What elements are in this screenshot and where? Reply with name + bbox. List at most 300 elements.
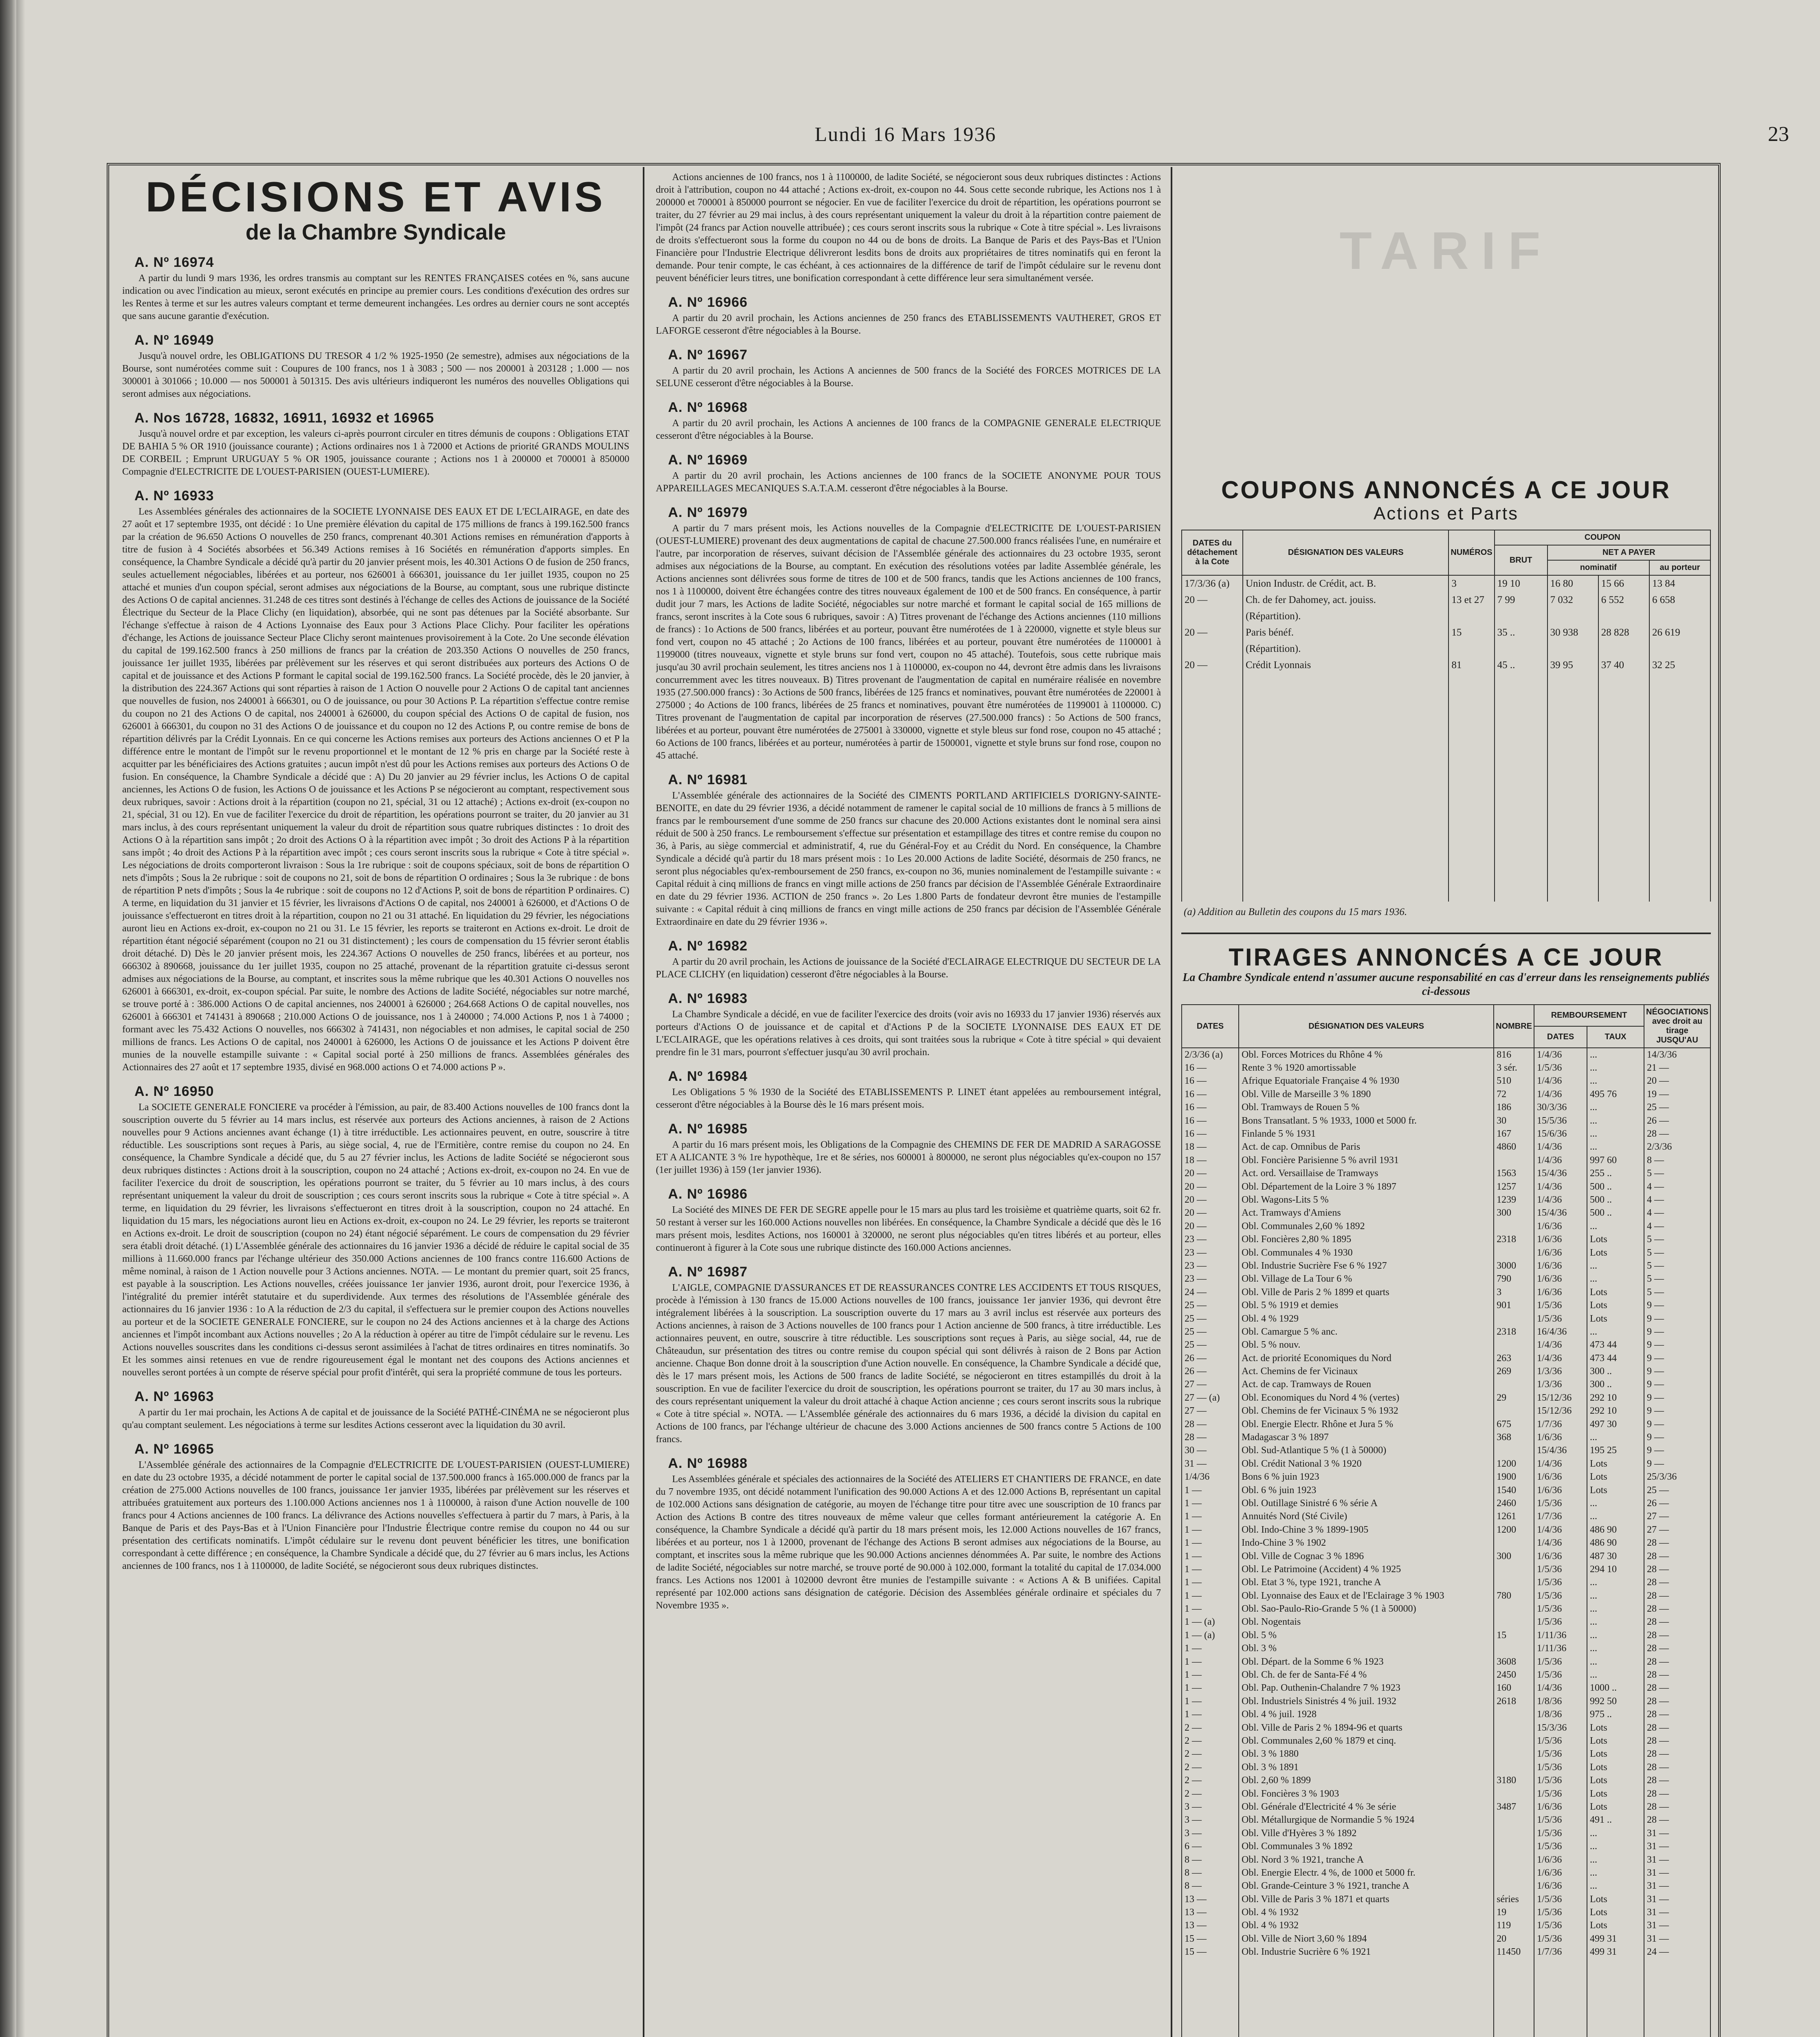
avis-item <box>656 991 1161 1059</box>
tirage-cell: 1/6/36 <box>1534 1273 1587 1286</box>
tirage-row <box>1182 1563 1710 1576</box>
section-divider <box>1181 933 1711 934</box>
tirage-cell: 975 .. <box>1587 1708 1644 1721</box>
avis-number: A. Nº 16966 <box>668 295 748 310</box>
tirage-cell: Act. de priorité Economiques du Nord <box>1239 1352 1494 1365</box>
coupon-row <box>1182 625 1710 641</box>
tirage-cell: 20 — <box>1182 1193 1239 1206</box>
avis-text: Les Obligations 5 % 1930 de la Société des ETABLISSEMENTS P. LINET étant appelées au remboursement intégral, cesseront d'être négociables à la Bourse dès le 16 mars présent mois. <box>656 1087 1161 1110</box>
tirage-row <box>1182 1536 1710 1549</box>
avis-text: A partir du 20 avril prochain, les Actions A anciennes de 100 francs de la COMPAGNIE GENERALE ELECTRIQUE cesseront d'être négociables à la Bourse. <box>656 418 1161 441</box>
tirage-cell: 23 — <box>1182 1273 1239 1286</box>
tirage-cell: 8 — <box>1182 1880 1239 1893</box>
tirage-cell: 1 — (a) <box>1182 1616 1239 1629</box>
tirage-cell <box>1494 1866 1534 1879</box>
tirage-row <box>1182 1853 1710 1866</box>
tirage-cell: Lots <box>1587 1748 1644 1761</box>
coupon-cell-des: (Répartition). <box>1243 641 1449 657</box>
tirage-cell: 300 <box>1494 1550 1534 1563</box>
tirage-cell: 1/4/36 <box>1534 1180 1587 1193</box>
tirage-cell: 1 — <box>1182 1682 1239 1695</box>
avis-item <box>656 452 1161 495</box>
tirage-row <box>1182 1814 1710 1827</box>
tirage-cell <box>1494 1761 1534 1774</box>
tirage-cell: 2318 <box>1494 1325 1534 1338</box>
tirage-cell: Obl. Ville de Marseille 3 % 1890 <box>1239 1088 1494 1101</box>
tirage-row <box>1182 1484 1710 1497</box>
avis-number: A. Nº 16965 <box>134 1441 214 1457</box>
tirage-cell: 1/5/36 <box>1534 1563 1587 1576</box>
tirage-cell: 1/4/36 <box>1534 1339 1587 1352</box>
tirage-row <box>1182 1299 1710 1312</box>
coupon-cell-des: Ch. de fer Dahomey, act. jouiss. <box>1243 592 1449 608</box>
avis-text: A partir du 20 avril prochain, les Actions de jouissance de la Société d'ECLAIRAGE ELECTRIQUE DU SECTEUR DE LA PLACE CLICHY (en liquidation) cesseront d'être négociables à la Bourse. <box>656 957 1161 980</box>
coupon-cell-date <box>1182 641 1243 657</box>
tirage-cell: 3487 <box>1494 1800 1534 1813</box>
coupon-cell-port <box>1649 641 1710 657</box>
coupon-cell-des: Union Industr. de Crédit, act. B. <box>1243 575 1449 592</box>
tirage-cell <box>1494 1154 1534 1167</box>
coupon-cell-nom2 <box>1598 641 1649 657</box>
coupons-title: COUPONS ANNONCÉS A CE JOUR <box>1221 476 1671 504</box>
scan-gutter <box>0 0 16 2037</box>
coupon-cell-port: 6 658 <box>1649 592 1710 608</box>
tirage-cell: 27 — <box>1182 1405 1239 1418</box>
coupon-row <box>1182 641 1710 657</box>
coupons-subtitle: Actions et Parts <box>1373 504 1519 524</box>
tirage-cell <box>1494 1339 1534 1352</box>
tirage-cell: 1/5/36 <box>1534 1061 1587 1074</box>
tirage-cell: 1/6/36 <box>1534 1853 1587 1866</box>
tirage-cell: 23 — <box>1182 1246 1239 1259</box>
tirage-cell: 1/5/36 <box>1534 1734 1587 1747</box>
tirage-row <box>1182 1840 1710 1853</box>
tirage-cell <box>1494 1642 1534 1655</box>
tirage-cell: 2450 <box>1494 1668 1534 1681</box>
tirage-row <box>1182 1523 1710 1536</box>
avis-item <box>656 1264 1161 1446</box>
tirage-cell: 167 <box>1494 1127 1534 1140</box>
tirage-cell: 2 — <box>1182 1734 1239 1747</box>
tirage-cell: 15/12/36 <box>1534 1391 1587 1404</box>
coupon-cell-num: 13 et 27 <box>1449 592 1494 608</box>
tirage-cell: Obl. Communales 2,60 % 1892 <box>1239 1220 1494 1233</box>
tirage-cell: Obl. Lyonnaise des Eaux et de l'Eclairage 3 % 1903 <box>1239 1589 1494 1602</box>
bleed-through-text: TARIF <box>1339 221 1553 280</box>
tirage-cell: 292 10 <box>1587 1391 1644 1404</box>
tirage-cell: 19 — <box>1644 1088 1710 1101</box>
tirage-cell: 3180 <box>1494 1774 1534 1787</box>
tirage-cell: Obl. Communales 3 % 1892 <box>1239 1840 1494 1853</box>
tirage-cell: 20 — <box>1182 1207 1239 1220</box>
coupon-row <box>1182 657 1710 673</box>
avis-text: L'Assemblée générale des actionnaires de la Compagnie d'ELECTRICITE DE L'OUEST-PARISIEN (OUEST-LUMIERE) en date du 23 octobre 1935, a décidé notamment de porter le capital social de 137.500.000 francs à 165.000.000 de francs par la création de 275.000 Actions nouvelles de 100 francs, jouissance 1er janvier 1935, libérées par prélèvement sur les réserves et attribuées gratuitement aux porteurs des 1.100.000 Actions anciennes nos 1 à 1100000, à raison d'une Action nouvelle de 100 francs pour 4 Actions anciennes de 100 francs. La délivrance des Actions nouvelles s'effectuera à partir du 7 mars, à Paris, à la Banque de Paris et des Pays-Bas et à l'Union Financière pour l'Industrie Électrique contre remise du coupon no 44 ou sur présentation des certificats nominatifs. L'impôt cédulaire sur le revenu dont peuvent bénéficier les titres, une bonification correspondant à cette différence ; en conséquence, la Chambre Syndicale a décidé que, du 27 février au 6 mars inclus, les Actions anciennes de 100 francs, nos 1 à 1100000, de ladite Société, se négocieront sous deux rubriques distinctes. <box>122 1460 629 1572</box>
tirage-cell: 30/3/36 <box>1534 1101 1587 1114</box>
tirage-cell: 1 — <box>1182 1642 1239 1655</box>
column-3 <box>1181 171 1711 2037</box>
col-net: NET A PAYER <box>1547 545 1710 560</box>
tirage-cell: 27 — <box>1644 1510 1710 1523</box>
tirage-cell: 31 — <box>1644 1880 1710 1893</box>
tirage-cell: 1/7/36 <box>1534 1510 1587 1523</box>
tirage-cell <box>1494 1405 1534 1418</box>
tirage-cell: Obl. Départ. de la Somme 6 % 1923 <box>1239 1655 1494 1668</box>
tirage-cell: 1/7/36 <box>1534 1418 1587 1431</box>
tirage-row <box>1182 1708 1710 1721</box>
col-dates: DATES <box>1182 1005 1239 1048</box>
coupon-cell-num: 15 <box>1449 625 1494 641</box>
tirage-cell: Obl. Ville de Paris 2 % 1894-96 et quarts <box>1239 1721 1494 1734</box>
tirage-cell: ... <box>1587 1589 1644 1602</box>
tirage-cell: 9 — <box>1644 1431 1710 1444</box>
tirage-cell: 1/5/36 <box>1534 1748 1587 1761</box>
tirage-cell: 491 .. <box>1587 1814 1644 1827</box>
tirage-row <box>1182 1246 1710 1259</box>
tirage-cell: Obl. Industrie Sucrière Fse 6 % 1927 <box>1239 1259 1494 1272</box>
tirage-cell: 499 31 <box>1587 1946 1644 1959</box>
coupon-cell-brut: 45 .. <box>1495 657 1547 673</box>
coupon-cell-num <box>1449 641 1494 657</box>
tirage-cell: ... <box>1587 1497 1644 1510</box>
tirage-cell: 72 <box>1494 1088 1534 1101</box>
tirage-cell: Obl. Foncière Parisienne 5 % avril 1931 <box>1239 1154 1494 1167</box>
tirage-cell: Rente 3 % 1920 amortissable <box>1239 1061 1494 1074</box>
tirage-cell <box>1494 1312 1534 1325</box>
avis-number: A. Nº 16949 <box>134 332 214 348</box>
tirage-cell: 28 — <box>1644 1576 1710 1589</box>
tirage-cell: Obl. 4 % 1932 <box>1239 1919 1494 1932</box>
col-remboursement: REMBOURSEMENT <box>1534 1005 1644 1026</box>
tirage-cell: 997 60 <box>1587 1154 1644 1167</box>
tirage-cell: ... <box>1587 1616 1644 1629</box>
tirage-cell: 1239 <box>1494 1193 1534 1206</box>
tirage-cell: 25 — <box>1182 1312 1239 1325</box>
tirage-cell <box>1494 1378 1534 1391</box>
tirage-cell: 3608 <box>1494 1655 1534 1668</box>
coupon-cell-nom1: 39 95 <box>1547 657 1598 673</box>
tirage-cell: 1/4/36 <box>1534 1523 1587 1536</box>
avis-item <box>122 1389 629 1432</box>
tirage-row <box>1182 1075 1710 1088</box>
coupon-cell-nom1 <box>1547 608 1598 625</box>
coupon-cell-date <box>1182 608 1243 625</box>
tirage-cell: 1/4/36 <box>1534 1536 1587 1549</box>
tirage-cell: 1/4/36 <box>1534 1457 1587 1470</box>
tirage-cell: Obl. Tramways de Rouen 5 % <box>1239 1101 1494 1114</box>
col-brut: BRUT <box>1495 545 1547 575</box>
tirage-cell: 28 — <box>1644 1589 1710 1602</box>
tirage-cell: 9 — <box>1644 1352 1710 1365</box>
coupon-cell-nom2: 15 66 <box>1598 575 1649 592</box>
tirage-cell: 5 — <box>1644 1233 1710 1246</box>
section-subtitle: de la Chambre Syndicale <box>245 220 506 245</box>
tirage-row <box>1182 1550 1710 1563</box>
tirage-cell: Obl. Communales 2,60 % 1879 et cinq. <box>1239 1734 1494 1747</box>
tirage-row <box>1182 1946 1710 1959</box>
tirage-cell: 1/4/36 <box>1534 1352 1587 1365</box>
tirage-row <box>1182 1431 1710 1444</box>
tirage-cell <box>1494 1880 1534 1893</box>
tirage-cell: Obl. Indo-Chine 3 % 1899-1905 <box>1239 1523 1494 1536</box>
tirage-cell: Lots <box>1587 1286 1644 1299</box>
tirage-cell: 1 — <box>1182 1695 1239 1708</box>
tirages-disclaimer: La Chambre Syndicale entend n'assumer aucune responsabilité en cas d'erreur dans les renseignements publiés ci-dessous <box>1183 971 1710 998</box>
tirage-row <box>1182 1207 1710 1220</box>
tirage-cell: 992 50 <box>1587 1695 1644 1708</box>
col-nombre: NOMBRE <box>1494 1005 1534 1048</box>
page-edge-shadow <box>16 0 25 2037</box>
tirage-row <box>1182 1932 1710 1945</box>
tirage-cell: 300 .. <box>1587 1378 1644 1391</box>
tirage-row <box>1182 1576 1710 1589</box>
tirage-cell: 1/5/36 <box>1534 1919 1587 1932</box>
tirage-cell <box>1494 1563 1534 1576</box>
tirage-cell: Obl. Chemins de fer Vicinaux 5 % 1932 <box>1239 1405 1494 1418</box>
tirage-cell: 2 — <box>1182 1721 1239 1734</box>
tirage-cell: ... <box>1587 1840 1644 1853</box>
tirage-cell <box>1494 1616 1534 1629</box>
tirage-cell: Obl. Nogentais <box>1239 1616 1494 1629</box>
tirage-cell: 1/5/36 <box>1534 1589 1587 1602</box>
tirage-cell: 195 25 <box>1587 1444 1644 1457</box>
tirage-cell: Obl. Crédit National 3 % 1920 <box>1239 1457 1494 1470</box>
tirage-cell: Obl. 4 % 1932 <box>1239 1906 1494 1919</box>
tirage-cell: Lots <box>1587 1906 1644 1919</box>
coupon-cell-nom2: 28 828 <box>1598 625 1649 641</box>
tirage-cell: Obl. Nord 3 % 1921, tranche A <box>1239 1853 1494 1866</box>
tirage-cell: 186 <box>1494 1101 1534 1114</box>
tirage-cell: 1/4/36 <box>1534 1075 1587 1088</box>
tirage-cell: Lots <box>1587 1919 1644 1932</box>
tirage-row <box>1182 1273 1710 1286</box>
tirage-cell: 486 90 <box>1587 1523 1644 1536</box>
tirage-cell: 1/6/36 <box>1534 1233 1587 1246</box>
avis-number: A. Nº 16950 <box>134 1084 214 1100</box>
avis-text: A partir du lundi 9 mars 1936, les ordres transmis au comptant sur les RENTES FRANÇAISES cotées en %, sans aucune indication ou avec l'indication au mieux, seront exécutés en principe au premier cours. Les conditions d'exécution des ordres sur les Rentes à terme et sur les autres valeurs comptant et terme demeurent inchangées. Les ordres au dernier cours ne sont acceptés que sans aucune garantie d'exécution. <box>122 273 629 322</box>
tirage-cell: Lots <box>1587 1233 1644 1246</box>
tirage-cell: Obl. Département de la Loire 3 % 1897 <box>1239 1180 1494 1193</box>
tirage-cell: 15/4/36 <box>1534 1167 1587 1180</box>
tirage-cell: Lots <box>1587 1471 1644 1484</box>
tirage-row <box>1182 1748 1710 1761</box>
tirage-cell: 1 — <box>1182 1655 1239 1668</box>
tirage-cell: 1/6/36 <box>1534 1259 1587 1272</box>
tirage-cell <box>1494 1602 1534 1615</box>
tirage-cell: 3 — <box>1182 1827 1239 1840</box>
tirage-cell: 1/4/36 <box>1534 1141 1587 1154</box>
tirage-row <box>1182 1655 1710 1668</box>
tirage-cell: 20 <box>1494 1932 1534 1945</box>
tirage-cell: Lots <box>1587 1761 1644 1774</box>
tirage-cell: 2 — <box>1182 1774 1239 1787</box>
tirage-cell: Obl. 5 % 1919 et demies <box>1239 1299 1494 1312</box>
tirage-cell: 1 — <box>1182 1510 1239 1523</box>
col-porteur: au porteur <box>1649 560 1710 575</box>
coupon-row <box>1182 592 1710 608</box>
tirage-cell: 31 — <box>1644 1919 1710 1932</box>
tirage-cell <box>1494 1721 1534 1734</box>
avis-number: A. Nº 16982 <box>668 938 748 954</box>
tirage-cell: ... <box>1587 1510 1644 1523</box>
avis-text: Actions anciennes de 100 francs, nos 1 à 1100000, de ladite Société, se négocieront sous deux rubriques distinctes : Actions droit à l'attribution, coupon no 44 attaché ; Actions ex-droit, ex-coupon no 44. Sous cette seconde rubrique, les Actions nos 1 à 200000 et 700001 à 850000 pourront se négocier. En vue de faciliter l'exercice du droit de répartition, les opérations pourront se traiter, du 27 février au 29 mai inclus, à des cours représentant uniquement la valeur du droit à la répartition contre paiement de l'impôt (24 francs par Action nouvelle attribuée) ; ces cours seront inscrits sous la rubrique « Cote à titre spécial ». Les livraisons de droits s'effectueront sous la forme du coupon no 44 ou de bons de droits. La Banque de Paris et des Pays-Bas et l'Union Financière pour l'Industrie Electrique délivreront lesdits bons de droits aux propriétaires de titres nominatifs qui en feront la demande. Pour tenir compte, le cas échéant, à ces actionnaires de la différence de tarif de l'impôt cédulaire sur le revenu dont peuvent bénéficier leurs titres, une bonification correspondant à cette différence leur sera simultanément versée. <box>656 172 1161 284</box>
avis-text: Jusqu'à nouvel ordre et par exception, les valeurs ci-après pourront circuler en titres démunis de coupons : Obligations ETAT DE BAHIA 5 % OR 1910 (jouissance courante) ; Actions ordinaires nos 1 à 72000 et Actions de priorité GRANDS MOULINS DE CORBEIL ; Emprunt URUGUAY 5 % OR 1905, jouissance courante ; Actions nos 1 à 200000 et 700001 à 850000 Compagnie d'ELECTRICITE DE L'OUEST-PARISIEN (OUEST-LUMIERE). <box>122 429 629 477</box>
tirage-cell: Finlande 5 % 1931 <box>1239 1127 1494 1140</box>
tirage-cell <box>1494 1734 1534 1747</box>
tirage-cell: 300 <box>1494 1207 1534 1220</box>
avis-number: A. Nº 16933 <box>134 488 214 504</box>
avis-item <box>122 488 629 1074</box>
tirage-cell: Obl. Camargue 5 % anc. <box>1239 1325 1494 1338</box>
tirage-row <box>1182 1193 1710 1206</box>
tirage-cell: 1/4/36 <box>1534 1088 1587 1101</box>
tirage-cell: 499 31 <box>1587 1932 1644 1945</box>
tirage-cell: 15/3/36 <box>1534 1721 1587 1734</box>
tirage-row <box>1182 1919 1710 1932</box>
coupon-cell-brut <box>1495 641 1547 657</box>
tirage-row <box>1182 1510 1710 1523</box>
tirage-cell: 9 — <box>1644 1299 1710 1312</box>
tirage-cell: 9 — <box>1644 1325 1710 1338</box>
tirage-cell: 473 44 <box>1587 1339 1644 1352</box>
tirage-cell: 5 — <box>1644 1273 1710 1286</box>
tirage-cell: 3 — <box>1182 1800 1239 1813</box>
tirage-cell: 31 — <box>1644 1932 1710 1945</box>
tirage-cell: 1/5/36 <box>1534 1827 1587 1840</box>
tirage-cell: 1200 <box>1494 1523 1534 1536</box>
tirage-cell: ... <box>1587 1259 1644 1272</box>
tirage-cell: 4 — <box>1644 1180 1710 1193</box>
tirage-cell: 1/3/36 <box>1534 1378 1587 1391</box>
tirage-cell: 23 — <box>1182 1259 1239 1272</box>
tirage-cell <box>1494 1748 1534 1761</box>
tirage-cell: Obl. Village de La Tour 6 % <box>1239 1273 1494 1286</box>
tirage-cell: ... <box>1587 1629 1644 1642</box>
coupon-cell-des: (Répartition). <box>1243 608 1449 625</box>
tirage-cell: 816 <box>1494 1048 1534 1061</box>
tirage-row <box>1182 1880 1710 1893</box>
tirage-cell: Obl. Ch. de fer de Santa-Fé 4 % <box>1239 1668 1494 1681</box>
tirage-cell: Lots <box>1587 1893 1644 1906</box>
col-dates: DATES du détachement à la Cote <box>1182 530 1243 575</box>
tirage-cell: 1/11/36 <box>1534 1629 1587 1642</box>
tirage-cell: 28 — <box>1182 1418 1239 1431</box>
tirage-cell: 1/6/36 <box>1534 1800 1587 1813</box>
tirage-cell: Obl. Industriels Sinistrés 4 % juil. 1932 <box>1239 1695 1494 1708</box>
tirage-cell: 1/6/36 <box>1534 1550 1587 1563</box>
tirage-row <box>1182 1418 1710 1431</box>
tirage-row <box>1182 1866 1710 1879</box>
tirage-cell: 28 — <box>1644 1127 1710 1140</box>
tirage-cell: 1/5/36 <box>1534 1299 1587 1312</box>
avis-text: La Chambre Syndicale a décidé, en vue de faciliter l'exercice des droits (voir avis no 16933 du 17 janvier 1936) réservés aux porteurs d'Actions O de jouissance et de capital et d'Actions P de la SOCIETE LYONNAISE DES EAUX ET DE L'ECLAIRAGE, que les opérations relatives à ces droits, qui sont traitées sous la rubrique « Cote à titre spécial » qui devaient prendre fin le 31 mars, pourront s'effectuer jusqu'au 30 avril prochain. <box>656 1009 1161 1058</box>
tirage-cell: 26 — <box>1644 1497 1710 1510</box>
coupon-cell-port: 32 25 <box>1649 657 1710 673</box>
tirage-cell: 28 — <box>1644 1800 1710 1813</box>
col-numeros: NUMÉROS <box>1449 530 1494 575</box>
tirage-cell: Lots <box>1587 1484 1644 1497</box>
avis-text: A partir du 16 mars présent mois, les Obligations de la Compagnie des CHEMINS DE FER DE MADRID A SARAGOSSE ET A ALICANTE 3 % 1re hypothèque, 1re et 8e séries, nos 600001 à 800000, ne seront plus négociables qu'ex-coupon no 157 (1er juillet 1936) à 159 (1er janvier 1936). <box>656 1139 1161 1175</box>
tirage-cell: 1540 <box>1494 1484 1534 1497</box>
tirage-cell: Lots <box>1587 1721 1644 1734</box>
avis-item <box>122 1441 629 1573</box>
tirages-title: TIRAGES ANNONCÉS A CE JOUR <box>1229 944 1664 971</box>
tirage-cell: 16/4/36 <box>1534 1325 1587 1338</box>
tirage-cell: 2 — <box>1182 1761 1239 1774</box>
avis-number: A. Nº 16963 <box>134 1389 214 1405</box>
tirage-cell: 1/4/36 <box>1534 1154 1587 1167</box>
tirage-cell: 500 .. <box>1587 1180 1644 1193</box>
tirage-cell: 28 — <box>1644 1616 1710 1629</box>
avis-number: A. Nº 16986 <box>668 1186 748 1202</box>
tirage-cell: 1563 <box>1494 1167 1534 1180</box>
tirage-row <box>1182 1616 1710 1629</box>
tirage-row <box>1182 1339 1710 1352</box>
tirage-cell: 1 — <box>1182 1484 1239 1497</box>
avis-item <box>656 171 1161 285</box>
coupon-empty-rows <box>1182 673 1710 902</box>
tirage-cell: 901 <box>1494 1299 1534 1312</box>
col-remb-dates: DATES <box>1534 1026 1587 1048</box>
tirage-row <box>1182 1629 1710 1642</box>
tirage-cell: 28 — <box>1644 1655 1710 1668</box>
coupon-cell-nom1: 16 80 <box>1547 575 1598 592</box>
tirage-cell: 24 — <box>1182 1286 1239 1299</box>
tirage-cell: 2 — <box>1182 1787 1239 1800</box>
tirage-cell: 11450 <box>1494 1946 1534 1959</box>
tirages-section <box>1181 944 1711 2037</box>
tirage-cell: 1/5/36 <box>1534 1906 1587 1919</box>
avis-item <box>122 255 629 323</box>
col-nominatif: nominatif <box>1547 560 1649 575</box>
coupon-cell-brut: 35 .. <box>1495 625 1547 641</box>
tirage-cell: 3000 <box>1494 1259 1534 1272</box>
coupons-section <box>1181 477 1711 923</box>
tirage-cell: 20 — <box>1182 1167 1239 1180</box>
tirage-cell: 2/3/36 <box>1644 1141 1710 1154</box>
tirage-cell: 1/5/36 <box>1534 1668 1587 1681</box>
section-title: DÉCISIONS ET AVIS <box>145 174 606 221</box>
tirage-cell: 500 .. <box>1587 1207 1644 1220</box>
tirage-row <box>1182 1497 1710 1510</box>
column-rule <box>1171 167 1172 2037</box>
tirage-cell: ... <box>1587 1866 1644 1879</box>
tirage-cell: 119 <box>1494 1919 1534 1932</box>
tirage-cell: 4 — <box>1644 1220 1710 1233</box>
tirage-cell: Obl. Forces Motrices du Rhône 4 % <box>1239 1048 1494 1061</box>
coupon-cell-date: 20 — <box>1182 592 1243 608</box>
avis-item <box>656 938 1161 981</box>
tirage-cell: 16 — <box>1182 1088 1239 1101</box>
coupon-cell-num: 3 <box>1449 575 1494 592</box>
tirage-cell: 1 — <box>1182 1602 1239 1615</box>
tirage-row <box>1182 1048 1710 1061</box>
tirage-cell: Obl. Ville d'Hyères 3 % 1892 <box>1239 1827 1494 1840</box>
tirage-cell: 1/4/36 <box>1534 1048 1587 1061</box>
tirage-cell: 16 — <box>1182 1127 1239 1140</box>
column-2 <box>656 171 1161 2037</box>
coupon-cell-brut: 19 10 <box>1495 575 1547 592</box>
tirage-cell: ... <box>1587 1602 1644 1615</box>
tirage-cell <box>1494 1708 1534 1721</box>
tirage-cell: 780 <box>1494 1589 1534 1602</box>
tirage-cell: 16 — <box>1182 1061 1239 1074</box>
coupon-row <box>1182 575 1710 592</box>
tirage-cell: 1/5/36 <box>1534 1932 1587 1945</box>
tirage-row <box>1182 1721 1710 1734</box>
avis-number: A. Nº 16988 <box>668 1456 748 1471</box>
tirage-cell: 28 — <box>1644 1774 1710 1787</box>
tirage-cell: 9 — <box>1644 1365 1710 1378</box>
